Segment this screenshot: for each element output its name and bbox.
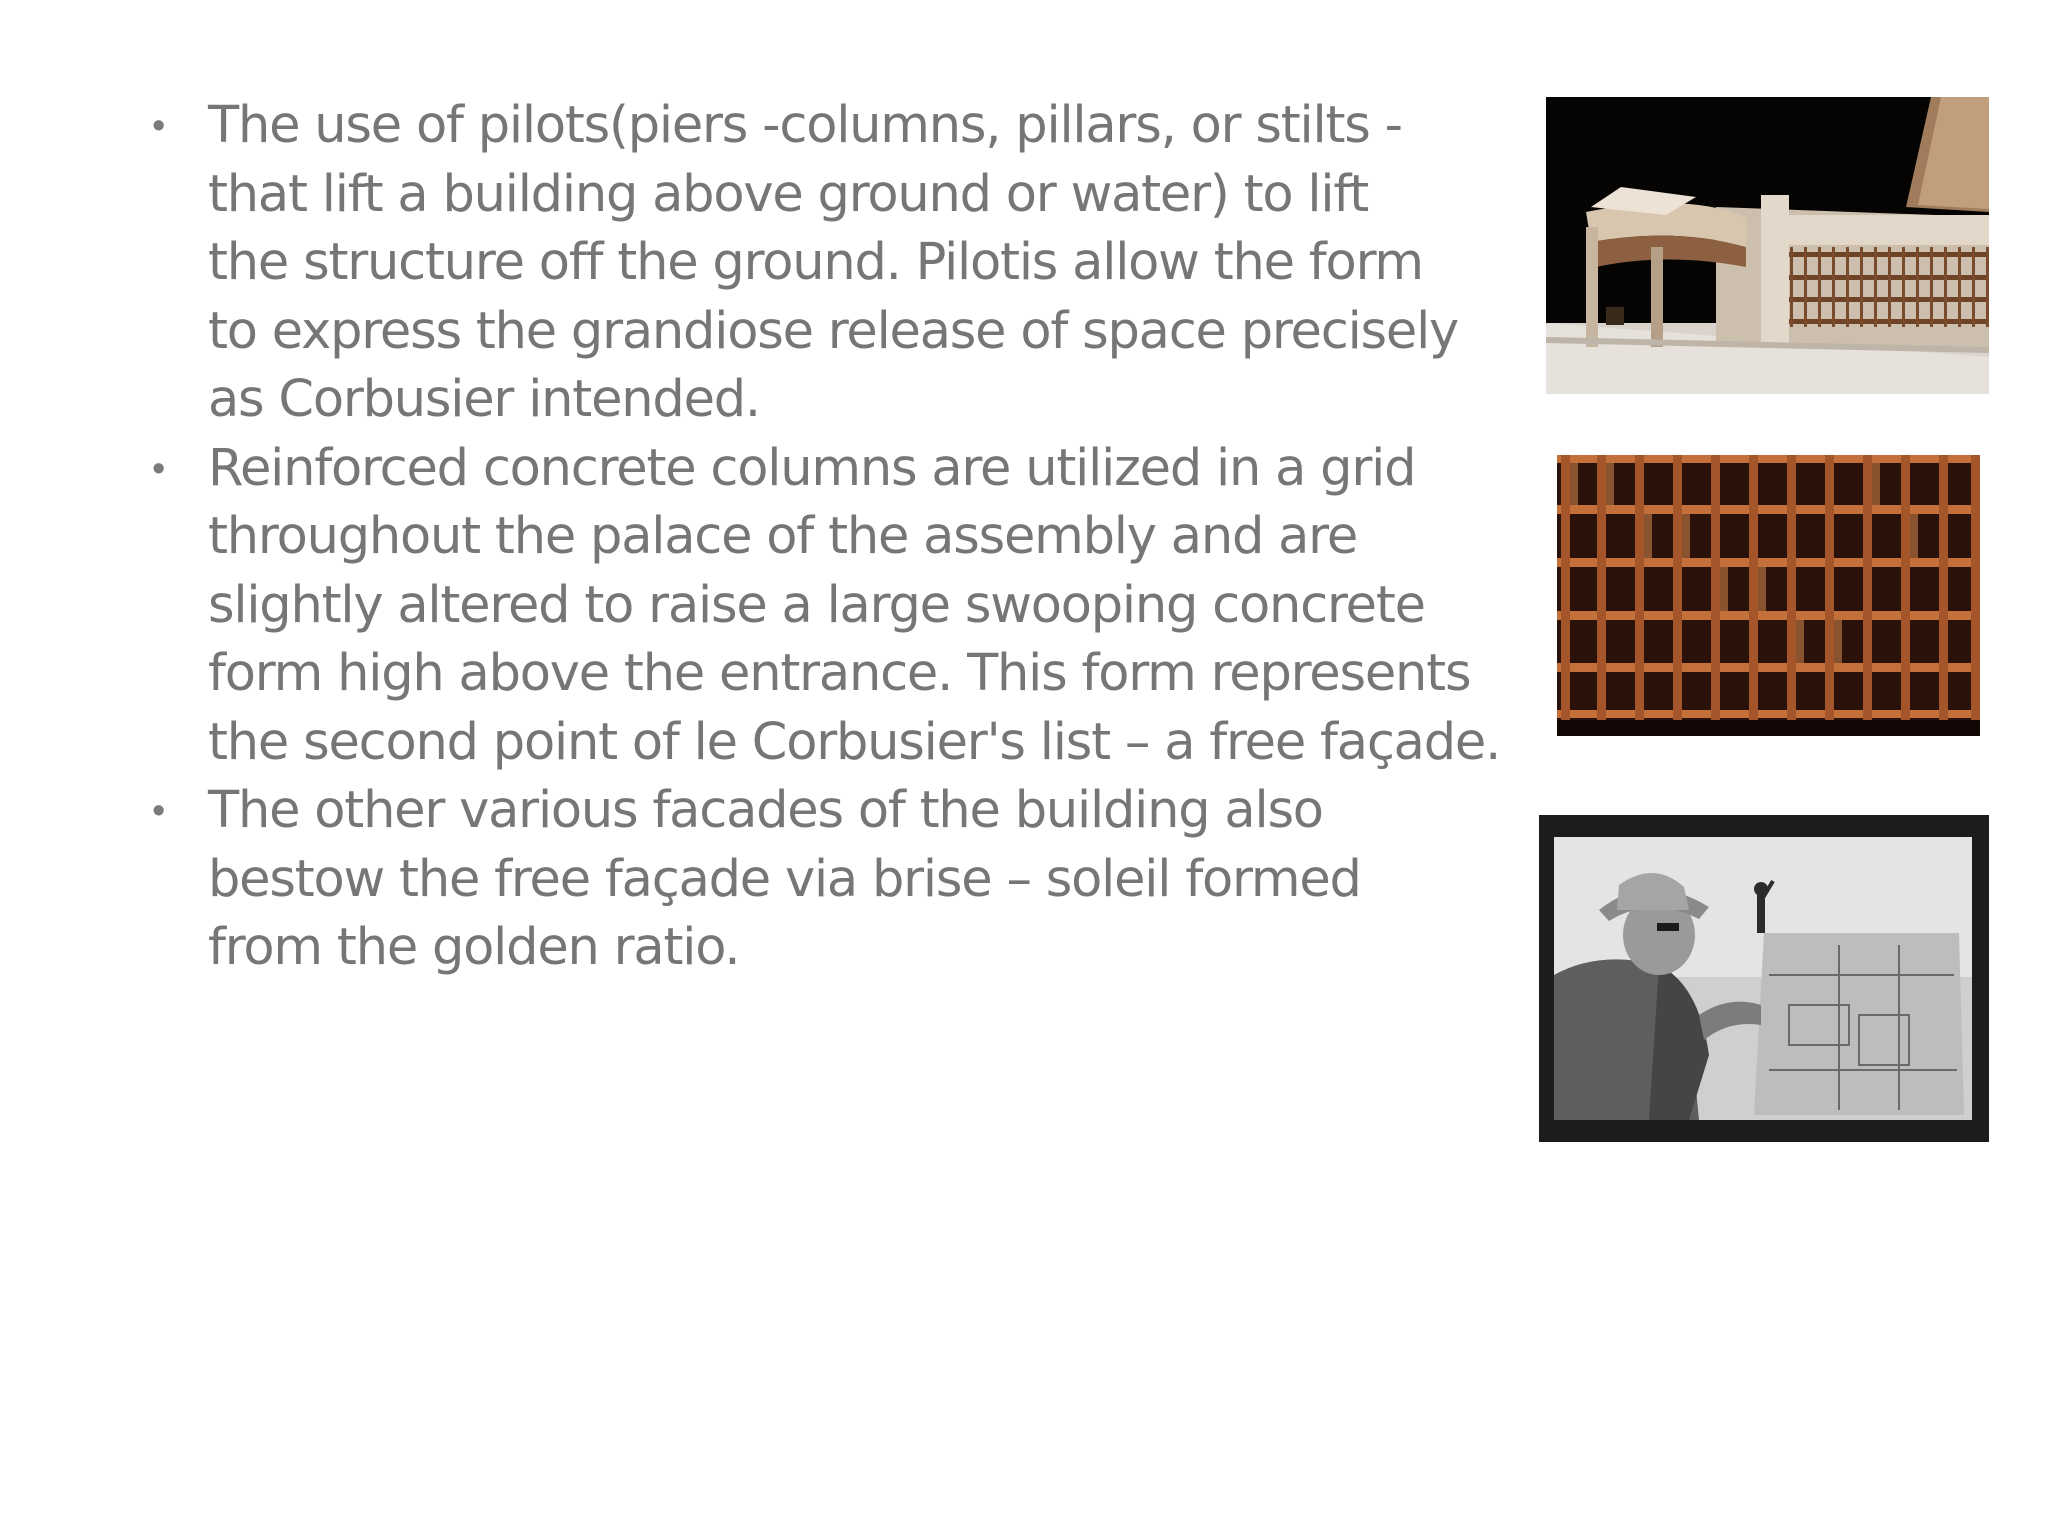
bullet-text bbox=[208, 92, 1530, 435]
bullet-text bbox=[208, 435, 1530, 778]
bullet-item-pilotis bbox=[150, 92, 1530, 435]
text-line: slightly altered to raise a large swooping concrete bbox=[208, 575, 1425, 635]
bullet-glyph: • bbox=[152, 105, 166, 147]
text-line: bestow the free façade via brise – soleil formed bbox=[208, 849, 1361, 909]
bullet-text bbox=[208, 777, 1530, 983]
bullet-list bbox=[150, 92, 1530, 983]
text-line: The other various facades of the building also bbox=[208, 781, 1323, 840]
text-line: The use of pilots(piers -columns, pillars, or stilts - bbox=[208, 96, 1402, 155]
bullet-item-concrete-columns bbox=[150, 435, 1530, 778]
text-line: the second point of le Corbusier's list – a free façade. bbox=[208, 712, 1501, 772]
text-line: throughout the palace of the assembly and are bbox=[208, 507, 1358, 566]
bullet-item-facades bbox=[150, 777, 1530, 983]
text-line: to express the grandiose release of space precisely bbox=[208, 301, 1459, 361]
bullet-glyph: • bbox=[152, 447, 166, 490]
text-line: from the golden ratio. bbox=[208, 918, 740, 977]
text-line: the structure off the ground. Pilotis allow the form bbox=[208, 233, 1423, 292]
text-line: form high above the entrance. This form represents bbox=[208, 644, 1471, 703]
bullet-glyph: • bbox=[152, 790, 166, 832]
text-line: Reinforced concrete columns are utilized in a grid bbox=[208, 438, 1416, 498]
text-line: that lift a building above ground or water) to lift bbox=[208, 164, 1368, 224]
text-line: as Corbusier intended. bbox=[208, 370, 760, 429]
concrete-grid-facade-photo bbox=[1557, 455, 1980, 736]
man-with-drawing-photo bbox=[1539, 815, 1989, 1142]
architectural-model-photo bbox=[1546, 97, 1989, 394]
